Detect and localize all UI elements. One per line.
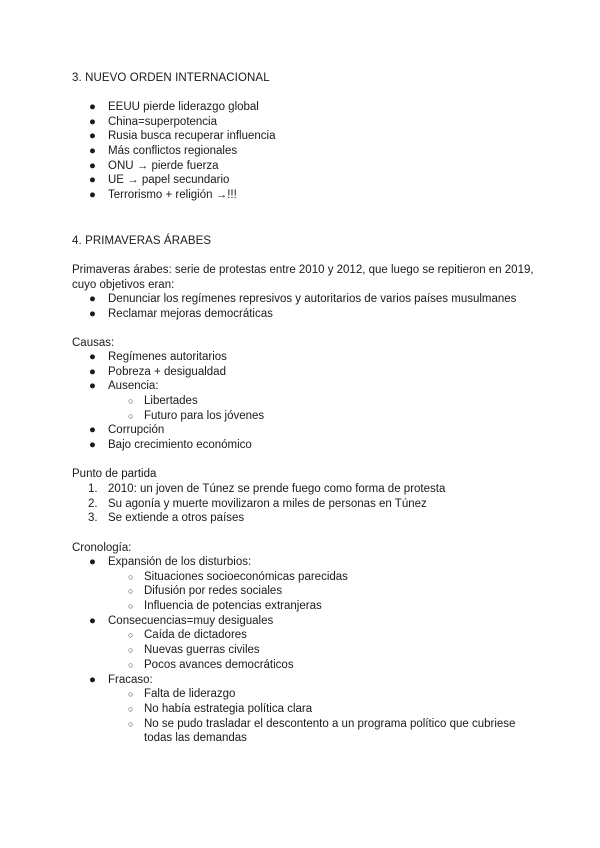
sub-list-item: ○ Nuevas guerras civiles [128,644,260,657]
numbered-item: 2. Su agonía y muerte movilizaron a miles de personas en Túnez [88,497,427,510]
numbered-item: 1. 2010: un joven de Túnez se prende fuego como forma de protesta [88,483,446,495]
list-item: ● Corrupción [89,424,165,437]
list-item: ● Expansión de los disturbios: [89,556,252,568]
circle-bullet-icon: ○ [128,689,134,700]
objectives-list [72,292,542,321]
bullet-icon: ● [89,189,96,202]
sub-list-item: ○ Libertades [128,395,198,408]
circle-bullet-icon: ○ [128,396,134,407]
bullet-icon: ● [89,424,96,437]
section-3-list [72,100,542,203]
circle-bullet-icon: ○ [128,718,134,729]
chronology-label: Cronología: [72,542,132,554]
start-label: Punto de partida [72,468,157,480]
bullet-icon: ● [89,159,96,172]
list-item: ● Consecuencias=muy desiguales [89,614,274,627]
circle-bullet-icon: ○ [128,571,134,582]
sub-list-item: ○ Situaciones socioeconómicas parecidas [128,570,348,583]
bullet-icon: ● [89,351,96,363]
list-item: ● Regímenes autoritarios [89,351,227,363]
list-item: ● Fracaso: [89,673,153,686]
bullet-icon: ● [89,130,96,143]
circle-bullet-icon: ○ [128,410,134,421]
list-item: ● Terrorismo + religión →!!! [89,189,237,202]
circle-bullet-icon: ○ [128,645,134,656]
bullet-icon: ● [89,365,96,378]
chronology-list [72,555,542,746]
bullet-icon: ● [89,673,96,686]
sub-list-item: ○ Pocos avances democráticos [128,658,294,671]
circle-bullet-icon: ○ [128,601,134,612]
list-item: ● Ausencia: [89,380,159,393]
circle-bullet-icon: ○ [128,703,134,714]
list-item: ● Más conflictos regionales [89,145,238,158]
list-item: ● EEUU pierde liderazgo global [89,101,259,113]
section-4-intro: Primaveras árabes: serie de protestas entre 2010 y 2012, que luego se repitieron en 2019, cuyo objetivos eran: [72,264,534,291]
bullet-icon: ● [89,115,96,128]
sub-list-item: ○ No se pudo trasladar el descontento a un programa político que cubriese todas las demandas [128,717,516,745]
bullet-icon: ● [89,614,96,627]
sub-list-item: ○ Caída de dictadores [128,629,247,642]
list-item: ● Rusia busca recuperar influencia [89,130,276,143]
list-item: ● Pobreza + desigualdad [89,365,226,378]
bullet-icon: ● [89,380,96,393]
bullet-icon: ● [89,293,96,305]
list-item: ● Denunciar los regímenes represivos y autoritarios de varios países musulmanes [89,293,517,305]
circle-bullet-icon: ○ [128,630,134,641]
bullet-icon: ● [89,307,96,320]
numbered-item: 3. Se extiende a otros países [88,512,245,525]
list-item: ● Bajo crecimiento económico [89,439,252,452]
bullet-icon: ● [89,439,96,452]
sub-list-item: ○ Influencia de potencias extranjeras [128,600,322,613]
causes-list [72,350,542,453]
section-3-heading: 3. NUEVO ORDEN INTERNACIONAL [72,72,270,84]
bullet-icon: ● [89,145,96,158]
bullet-icon: ● [89,174,96,187]
sub-list-item: ○ No había estrategia política clara [128,702,313,715]
list-item: ● Reclamar mejoras democráticas [89,307,273,320]
start-points-list [72,482,542,526]
bullet-icon: ● [89,101,96,113]
list-item: ● ONU → pierde fuerza [89,159,219,172]
sub-list-item: ○ Falta de liderazgo [128,688,236,701]
circle-bullet-icon: ○ [128,586,134,597]
list-item: ● China=superpotencia [89,115,218,128]
sub-list-item: ○ Difusión por redes sociales [128,585,283,598]
sub-list-item: ○ Futuro para los jóvenes [128,409,265,422]
bullet-icon: ● [89,556,96,568]
list-item: ● UE → papel secundario [89,174,230,187]
section-4-heading: 4. PRIMAVERAS ÁRABES [72,235,212,247]
causes-label: Causas: [72,337,115,349]
circle-bullet-icon: ○ [128,659,134,670]
